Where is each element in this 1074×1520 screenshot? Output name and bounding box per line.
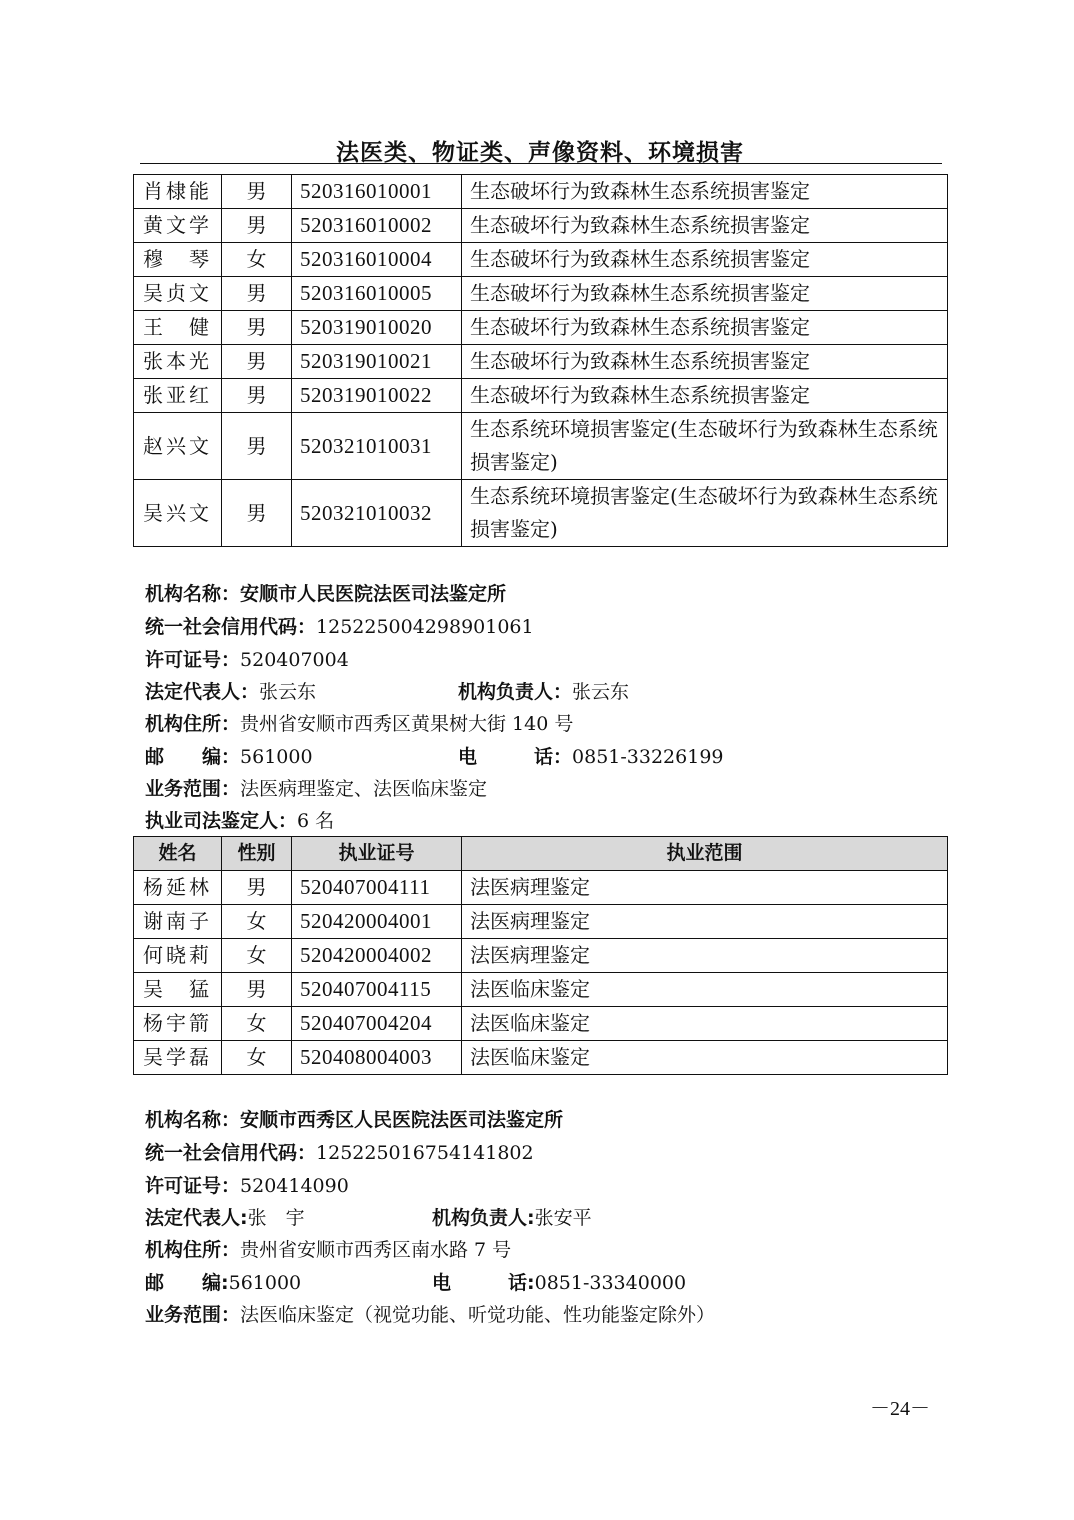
org2-zip-label: 邮 编: (145, 1272, 229, 1294)
examiner-table-1 (133, 174, 948, 547)
cell-name: 杨延林 (134, 871, 222, 905)
cell-name: 杨宇箭 (134, 1007, 222, 1041)
cell-name: 张亚红 (134, 379, 222, 413)
org1-tel-line (458, 745, 724, 769)
col-header-name: 姓名 (134, 837, 222, 871)
org2-head-line (432, 1206, 592, 1230)
table-header-row (134, 837, 948, 871)
org2-name: 安顺市西秀区人民医院法医司法鉴定所 (240, 1109, 564, 1131)
cell-scope: 法医临床鉴定 (462, 1041, 948, 1075)
cell-scope: 法医病理鉴定 (462, 939, 948, 973)
org1-scope-label: 业务范围： (145, 778, 241, 800)
org1-addr-line (145, 712, 573, 736)
org1-name-line (145, 582, 506, 606)
cell-license-no: 520319010022 (292, 379, 462, 413)
org2-scope-label: 业务范围： (145, 1304, 241, 1326)
org2-tel: 0851-33340000 (534, 1272, 687, 1294)
cell-scope: 生态破坏行为致森林生态系统损害鉴定 (462, 345, 948, 379)
table-row (134, 939, 948, 973)
org1-rep-label: 法定代表人： (145, 681, 260, 703)
cell-scope: 生态破坏行为致森林生态系统损害鉴定 (462, 175, 948, 209)
cell-sex: 男 (222, 379, 292, 413)
org2-name-label: 机构名称： (145, 1109, 241, 1131)
table-row (134, 480, 948, 547)
cell-name: 吴学磊 (134, 1041, 222, 1075)
org2-addr-line (145, 1238, 511, 1262)
org1-head-label: 机构负责人： (458, 681, 573, 703)
org2-name-line (145, 1108, 563, 1132)
table-row (134, 1007, 948, 1041)
page-number: －24－ (870, 1398, 930, 1420)
cell-name: 谢南子 (134, 905, 222, 939)
org1-name-label: 机构名称： (145, 583, 241, 605)
table-row (134, 345, 948, 379)
table-row (134, 379, 948, 413)
org2-zip-line (145, 1271, 301, 1295)
org1-scope-line (145, 777, 487, 801)
cell-license-no: 520319010021 (292, 345, 462, 379)
org1-addr-label: 机构住所： (145, 713, 241, 735)
cell-license-no: 520420004002 (292, 939, 462, 973)
cell-sex: 男 (222, 277, 292, 311)
org2-rep: 张 宇 (247, 1207, 305, 1229)
cell-sex: 女 (222, 905, 292, 939)
org1-tel-label: 电 话： (458, 746, 573, 768)
cell-scope: 法医临床鉴定 (462, 973, 948, 1007)
cell-sex: 女 (222, 1007, 292, 1041)
org2-credit-label: 统一社会信用代码： (145, 1142, 317, 1164)
org1-tel: 0851-33226199 (572, 746, 724, 768)
org1-count: 6 名 (297, 810, 335, 832)
cell-scope: 生态破坏行为致森林生态系统损害鉴定 (462, 243, 948, 277)
cell-license-no: 520407004115 (292, 973, 462, 1007)
org2-license-line (145, 1174, 349, 1198)
cell-sex: 男 (222, 413, 292, 480)
cell-license-no: 520420004001 (292, 905, 462, 939)
cell-sex: 男 (222, 209, 292, 243)
col-header-license-no: 执业证号 (292, 837, 462, 871)
org2-addr-label: 机构住所： (145, 1239, 241, 1261)
cell-name: 赵兴文 (134, 413, 222, 480)
col-header-scope: 执业范围 (462, 837, 948, 871)
org1-credit: 125225004298901061 (316, 616, 534, 638)
cell-license-no: 520316010001 (292, 175, 462, 209)
cell-scope: 法医临床鉴定 (462, 1007, 948, 1041)
cell-scope: 生态破坏行为致森林生态系统损害鉴定 (462, 209, 948, 243)
org1-head: 张云东 (572, 681, 630, 703)
cell-scope: 生态系统环境损害鉴定(生态破坏行为致森林生态系统损害鉴定) (462, 480, 948, 547)
org1-addr: 贵州省安顺市西秀区黄果树大街 140 号 (240, 713, 574, 735)
table-row (134, 243, 948, 277)
cell-name: 王 健 (134, 311, 222, 345)
cell-scope: 法医病理鉴定 (462, 905, 948, 939)
table-row (134, 973, 948, 1007)
org2-zip: 561000 (228, 1272, 302, 1294)
org1-license: 520407004 (240, 649, 349, 671)
org1-zip: 561000 (240, 746, 313, 768)
cell-license-no: 520316010005 (292, 277, 462, 311)
cell-sex: 男 (222, 311, 292, 345)
org1-credit-line (145, 615, 534, 639)
org1-name: 安顺市人民医院法医司法鉴定所 (240, 583, 507, 605)
page-header-title: 法医类、物证类、声像资料、环境损害 (336, 140, 744, 166)
cell-scope: 法医病理鉴定 (462, 871, 948, 905)
examiner-table-2 (133, 836, 948, 1075)
table-row (134, 311, 948, 345)
org2-tel-label: 电 话: (432, 1272, 535, 1294)
cell-name: 黄文学 (134, 209, 222, 243)
cell-license-no: 520408004003 (292, 1041, 462, 1075)
cell-name: 穆 琴 (134, 243, 222, 277)
cell-name: 肖棣能 (134, 175, 222, 209)
org2-credit: 125225016754141802 (316, 1142, 534, 1164)
table-row (134, 905, 948, 939)
cell-scope: 生态破坏行为致森林生态系统损害鉴定 (462, 311, 948, 345)
cell-name: 吴 猛 (134, 973, 222, 1007)
cell-sex: 女 (222, 1041, 292, 1075)
cell-sex: 男 (222, 871, 292, 905)
org1-count-line (145, 809, 334, 833)
cell-scope: 生态系统环境损害鉴定(生态破坏行为致森林生态系统损害鉴定) (462, 413, 948, 480)
cell-sex: 男 (222, 345, 292, 379)
org2-rep-line (145, 1206, 305, 1230)
table-row (134, 175, 948, 209)
org1-scope: 法医病理鉴定、法医临床鉴定 (240, 778, 488, 800)
org2-credit-line (145, 1141, 534, 1165)
org2-scope: 法医临床鉴定（视觉功能、听觉功能、性功能鉴定除外） (240, 1304, 716, 1326)
table-row (134, 277, 948, 311)
cell-sex: 男 (222, 175, 292, 209)
cell-name: 何晓莉 (134, 939, 222, 973)
table-row (134, 871, 948, 905)
cell-scope: 生态破坏行为致森林生态系统损害鉴定 (462, 277, 948, 311)
cell-license-no: 520316010002 (292, 209, 462, 243)
cell-name: 吴兴文 (134, 480, 222, 547)
org2-rep-label: 法定代表人: (145, 1207, 248, 1229)
cell-license-no: 520407004204 (292, 1007, 462, 1041)
cell-name: 吴贞文 (134, 277, 222, 311)
org1-zip-line (145, 745, 313, 769)
org2-license: 520414090 (240, 1175, 349, 1197)
org2-scope-line (145, 1303, 715, 1327)
org1-head-line (458, 680, 629, 704)
cell-name: 张本光 (134, 345, 222, 379)
cell-sex: 男 (222, 480, 292, 547)
cell-license-no: 520407004111 (292, 871, 462, 905)
cell-license-no: 520321010032 (292, 480, 462, 547)
org1-credit-label: 统一社会信用代码： (145, 616, 317, 638)
org1-rep: 张云东 (259, 681, 317, 703)
org1-zip-label: 邮 编： (145, 746, 241, 768)
cell-sex: 女 (222, 243, 292, 277)
cell-sex: 女 (222, 939, 292, 973)
org2-head-label: 机构负责人: (432, 1207, 535, 1229)
col-header-sex: 性别 (222, 837, 292, 871)
cell-sex: 男 (222, 973, 292, 1007)
org1-rep-line (145, 680, 316, 704)
cell-license-no: 520319010020 (292, 311, 462, 345)
org2-addr: 贵州省安顺市西秀区南水路 7 号 (240, 1239, 512, 1261)
org2-head: 张安平 (534, 1207, 592, 1229)
table-row (134, 413, 948, 480)
header-rule (140, 163, 942, 164)
org1-license-line (145, 648, 349, 672)
cell-license-no: 520321010031 (292, 413, 462, 480)
org2-tel-line (432, 1271, 686, 1295)
cell-license-no: 520316010004 (292, 243, 462, 277)
table-row (134, 209, 948, 243)
org1-license-label: 许可证号： (145, 649, 241, 671)
org2-license-label: 许可证号： (145, 1175, 241, 1197)
cell-scope: 生态破坏行为致森林生态系统损害鉴定 (462, 379, 948, 413)
org1-count-label: 执业司法鉴定人： (145, 810, 298, 832)
table-row (134, 1041, 948, 1075)
